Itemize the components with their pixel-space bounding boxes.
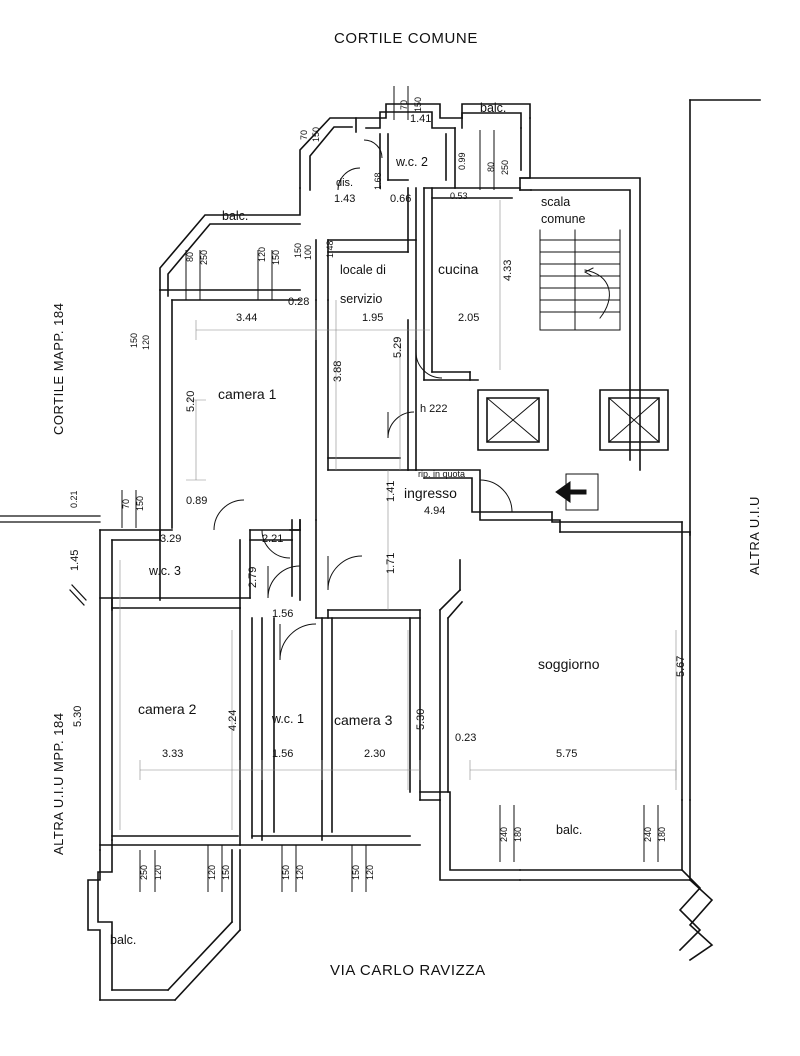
dim-150-b: 150 xyxy=(293,242,303,258)
dim-494: 4.94 xyxy=(424,505,446,517)
balcony-label-top-right: balc. xyxy=(480,101,507,115)
dim-230: 2.30 xyxy=(364,748,386,760)
dim-530-right: 5.30 xyxy=(415,708,427,730)
door-swing xyxy=(328,556,362,590)
dim-balc-180a: 180 xyxy=(513,826,523,842)
dim-balc-240b: 240 xyxy=(643,826,653,842)
dim-099: 0.99 xyxy=(457,152,467,170)
dim-089: 0.89 xyxy=(186,495,208,507)
dim-148: 1.48 xyxy=(325,240,335,258)
dim-80-balc: 80 xyxy=(185,251,195,262)
left-label-cortile: CORTILE MAPP. 184 xyxy=(51,302,66,435)
dim-344: 3.44 xyxy=(236,312,258,324)
dim-141-ingresso: 1.41 xyxy=(385,480,397,502)
note-h222: h 222 xyxy=(420,403,448,415)
dim-150-balc: 150 xyxy=(271,249,281,265)
dim-70-left: 70 xyxy=(299,129,309,140)
room-camera-2: camera 2 xyxy=(138,701,197,717)
dim-053: 0.53 xyxy=(450,191,468,201)
dim-530-left: 5.30 xyxy=(72,705,84,727)
left-label-altra-uiu: ALTRA U.I.U MPP. 184 xyxy=(51,712,66,855)
dim-top-150: 150 xyxy=(413,96,423,112)
bottom-title: VIA CARLO RAVIZZA xyxy=(330,962,486,979)
room-dis: dis. xyxy=(336,177,354,189)
door-swing xyxy=(416,352,442,378)
dim-balc-240a: 240 xyxy=(499,826,509,842)
dim-bottom-150b: 150 xyxy=(281,864,291,880)
dim-333: 3.33 xyxy=(162,748,184,760)
dim-120-balc: 120 xyxy=(257,246,267,262)
dim-100-b: 100 xyxy=(303,244,313,260)
dim-bottom-150a: 150 xyxy=(221,864,231,880)
dim-250-right: 250 xyxy=(500,159,510,175)
room-soggiorno: soggiorno xyxy=(538,656,600,672)
dim-bottom-120a: 120 xyxy=(153,864,163,880)
plan-walls-outer xyxy=(0,100,760,1000)
dim-168: 1.68 xyxy=(373,172,383,190)
door-swing xyxy=(480,480,512,512)
dim-145: 1.45 xyxy=(69,549,81,571)
dim-150-left: 150 xyxy=(311,126,321,142)
dim-top-70: 70 xyxy=(399,99,409,110)
entrance-arrow xyxy=(556,482,586,502)
room-ingresso: ingresso xyxy=(404,485,457,501)
dim-021: 0.21 xyxy=(69,490,79,508)
dim-balc-180b: 180 xyxy=(657,826,667,842)
dim-bottom-120b: 120 xyxy=(207,864,217,880)
dim-70-left2: 70 xyxy=(121,498,131,509)
dim-top-141: 1.41 xyxy=(410,113,432,125)
dim-424: 4.24 xyxy=(227,709,239,731)
room-wc-3: w.c. 3 xyxy=(149,564,181,578)
dim-279: 2.79 xyxy=(247,566,259,588)
room-camera-1: camera 1 xyxy=(218,386,277,402)
dim-bottom-250: 250 xyxy=(139,864,149,880)
dim-329: 3.29 xyxy=(160,533,182,545)
dim-529: 5.29 xyxy=(392,336,404,358)
dim-575: 5.75 xyxy=(556,748,578,760)
room-scala: scala xyxy=(541,195,571,209)
door-swing xyxy=(268,566,300,598)
door-swing xyxy=(214,500,244,530)
balcony-label-bottom-left: balc. xyxy=(110,933,137,947)
dim-028: 0.28 xyxy=(288,296,310,308)
door-swing xyxy=(388,412,414,438)
dim-bottom-150c: 150 xyxy=(351,864,361,880)
balcony-label-bottom-right: balc. xyxy=(556,823,583,837)
dim-520: 5.20 xyxy=(185,390,197,412)
right-label-altra-uiu: ALTRA U.I.U xyxy=(747,496,762,575)
dim-80-right: 80 xyxy=(486,161,496,172)
room-camera-3: camera 3 xyxy=(334,712,393,728)
dim-156-mid: 1.56 xyxy=(272,608,294,620)
door-swing xyxy=(280,624,316,660)
dim-433: 4.33 xyxy=(502,259,514,281)
dim-bottom-120c: 120 xyxy=(295,864,305,880)
room-comune: comune xyxy=(541,212,586,226)
dim-023: 0.23 xyxy=(455,732,477,744)
dim-156-wc1: 1.56 xyxy=(272,748,294,760)
dim-250-balc: 250 xyxy=(199,249,209,265)
room-wc-2: w.c. 2 xyxy=(396,155,428,169)
dim-567: 5.67 xyxy=(675,655,687,677)
top-title: CORTILE COMUNE xyxy=(334,30,478,47)
room-servizio: servizio xyxy=(340,292,383,306)
dim-150-c1: 150 xyxy=(129,332,139,348)
dim-388: 3.88 xyxy=(332,360,344,382)
dim-205: 2.05 xyxy=(458,312,480,324)
room-locale-di: locale di xyxy=(340,263,386,277)
dim-195: 1.95 xyxy=(362,312,384,324)
dim-171: 1.71 xyxy=(385,552,397,574)
balcony-label-top-left: balc. xyxy=(222,209,249,223)
note-rip-in-quota: rip. in quota xyxy=(418,469,466,479)
dim-bottom-120d: 120 xyxy=(365,864,375,880)
dim-143: 1.43 xyxy=(334,193,356,205)
room-cucina: cucina xyxy=(438,261,479,277)
dim-150-left2: 150 xyxy=(135,495,145,511)
dim-066: 0.66 xyxy=(390,193,412,205)
dim-120-c1: 120 xyxy=(141,334,151,350)
room-wc-1: w.c. 1 xyxy=(272,712,304,726)
dim-221: 2.21 xyxy=(262,533,284,545)
